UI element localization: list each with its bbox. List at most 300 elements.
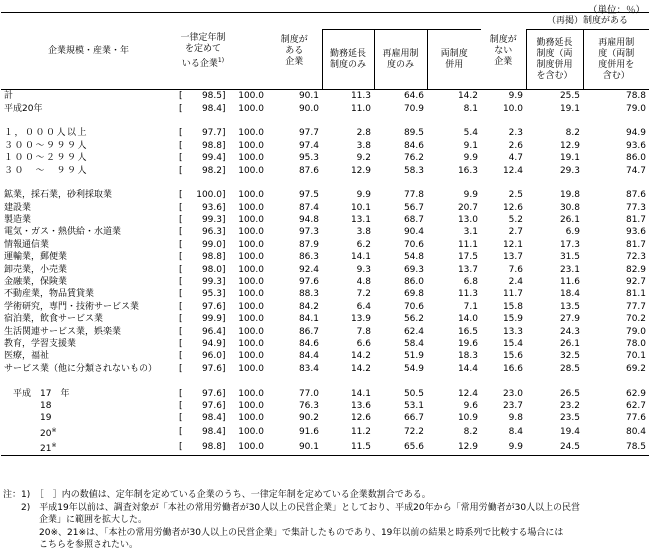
cell-name: 金融業，保険業: [4, 277, 68, 288]
header-category: 企業規模・産業・年: [1, 13, 176, 90]
cell-name: 医療，福祉: [4, 351, 50, 362]
cell-name: 教育，学習支援業: [4, 339, 77, 349]
cell-reemp-incl: 81.7: [625, 239, 647, 250]
cell-uniform: 95.3: [201, 289, 222, 300]
bracket-open: [: [179, 400, 183, 411]
bracket-close: ]: [222, 427, 226, 438]
cell-both: 13.0: [457, 215, 478, 226]
cell-ext-incl: 6.9: [565, 227, 580, 238]
cell-none: 12.6: [502, 202, 523, 213]
cell-name: ３００～９９９人: [4, 140, 89, 151]
cell-has: 84.6: [298, 339, 319, 349]
bracket-close: ]: [222, 400, 226, 411]
cell-has: 87.6: [298, 165, 319, 176]
bracket-open: [: [179, 239, 183, 250]
cell-both: 9.9: [463, 190, 478, 201]
cell-uniform: 96.3: [201, 227, 222, 238]
cell-reemp: 56.7: [403, 202, 424, 213]
bracket-open: [: [179, 215, 183, 226]
cell-total: 100.0: [238, 153, 264, 164]
cell-reemp: 68.7: [403, 215, 424, 226]
header-uniform: 一律定年制 を定めて いる企業$^{1)}$: [176, 13, 230, 90]
cell-has: 94.8: [298, 215, 319, 226]
cell-name: 20※: [13, 426, 57, 439]
cell-uniform: 98.8: [201, 140, 222, 151]
cell-ext-incl: 30.8: [559, 202, 580, 213]
cell-ext-incl: 25.5: [559, 91, 580, 102]
cell-has: 97.4: [298, 140, 319, 151]
cell-reemp: 58.3: [403, 165, 424, 176]
cell-none: 16.6: [502, 363, 523, 374]
cell-none: 11.7: [502, 289, 523, 300]
header-both: 両制度 併用: [427, 30, 481, 90]
table-row: [1, 288, 649, 300]
bracket-open: [: [179, 252, 183, 263]
cell-reemp: 58.4: [403, 339, 424, 349]
cell-ext: 3.8: [356, 140, 371, 151]
cell-uniform: 93.6: [201, 202, 222, 213]
cell-ext: 11.3: [350, 91, 371, 102]
cell-ext-incl: 23.5: [559, 413, 580, 424]
cell-both: 9.9: [463, 153, 478, 164]
note-line: 20※、21※は、「本社の常用労働者が30人以上の民営企業」で集計したものであり、19年以前の結果と時系列で比較する場合には: [3, 527, 564, 538]
cell-total: 100.0: [238, 227, 264, 238]
cell-uniform: 98.4: [201, 103, 222, 114]
cell-name: 平成 17 年: [13, 388, 70, 399]
cell-uniform: 97.6: [201, 388, 222, 399]
cell-reemp-incl: 69.2: [625, 363, 647, 374]
cell-none: 23.7: [502, 400, 523, 411]
table-row: [1, 152, 649, 164]
cell-total: 100.0: [238, 202, 264, 213]
bracket-open: [: [179, 202, 183, 213]
table-row: [1, 127, 649, 139]
bracket-close: ]: [222, 128, 226, 139]
cell-both: 5.4: [463, 128, 478, 139]
cell-both: 6.8: [463, 277, 478, 288]
cell-reemp: 51.9: [403, 351, 424, 362]
cell-reemp: 84.6: [403, 140, 424, 151]
cell-both: 9.1: [463, 140, 478, 151]
cell-reemp: 54.8: [403, 252, 424, 263]
table-row: [1, 202, 649, 214]
cell-reemp-incl: 70.1: [625, 351, 647, 362]
cell-ext: 6.4: [356, 301, 371, 312]
cell-none: 9.9: [508, 91, 523, 102]
cell-ext-incl: 24.3: [559, 326, 580, 337]
header-has-system: 制度が ある 企業: [267, 13, 322, 90]
cell-name: 電気・ガス・熱供給・水道業: [4, 227, 122, 238]
unit-label: （単位：％）: [587, 5, 645, 16]
cell-ext-incl: 26.1: [559, 339, 580, 349]
cell-name: 卸売業，小売業: [4, 264, 68, 275]
cell-name: 18: [13, 400, 52, 411]
cell-ext: 14.2: [350, 363, 371, 374]
table-row: [1, 350, 649, 362]
bracket-close: ]: [222, 165, 226, 176]
cell-reemp-incl: 78.0: [625, 339, 647, 349]
cell-uniform: 98.8: [201, 252, 222, 263]
cell-reemp: 56.2: [403, 314, 424, 325]
table-row: [1, 412, 649, 424]
cell-name: 21※: [1, 440, 176, 456]
cell-both: 8.2: [463, 427, 478, 438]
cell-uniform: 96.0: [201, 351, 222, 362]
cell-has: 97.3: [298, 227, 319, 238]
cell-ext-incl: 17.3: [559, 239, 580, 250]
bracket-open: [: [179, 301, 183, 312]
bracket-close: ]: [222, 239, 226, 250]
cell-name: 計: [4, 91, 14, 102]
cell-reemp-incl: 78.5: [583, 440, 649, 456]
bracket-close: ]: [222, 339, 226, 349]
cell-none: 23.0: [502, 388, 523, 399]
table-row: [1, 363, 649, 375]
table-row: [1, 400, 649, 412]
cell-both: 11.3: [457, 289, 478, 300]
cell-reemp-incl: 80.4: [625, 427, 647, 438]
cell-ext-incl: 24.5: [526, 440, 583, 456]
cell-has: 87.9: [298, 239, 319, 250]
cell-none: 15.4: [502, 339, 523, 349]
cell-has: 97.7: [298, 128, 319, 139]
cell-none: 12.1: [502, 239, 523, 250]
cell-none: 2.3: [508, 128, 523, 139]
cell-none: 2.5: [508, 190, 523, 201]
cell-reemp-incl: 62.9: [625, 388, 647, 399]
bracket-close: ]: [222, 277, 226, 288]
cell-total: 100.0: [238, 140, 264, 151]
cell-name: 生活関連サービス業，娯楽業: [4, 326, 122, 337]
table-row: [1, 263, 649, 275]
cell-name: 運輸業，郵便業: [4, 252, 68, 263]
cell-ext-incl: 18.4: [559, 289, 580, 300]
note-line: 企業」に範囲を拡大した。: [3, 515, 148, 525]
table-body: [1, 90, 649, 456]
cell-ext: 11.5: [322, 440, 374, 456]
bracket-close: ]: [222, 227, 226, 238]
cell-reemp: 50.5: [403, 388, 424, 399]
cell-both: 10.9: [457, 413, 478, 424]
cell-has: 91.6: [298, 427, 319, 438]
cell-ext-incl: 8.2: [565, 128, 580, 139]
cell-reemp-incl: 77.6: [625, 413, 647, 424]
table-row: [1, 313, 649, 325]
cell-reemp-incl: 81.7: [625, 215, 647, 226]
cell-uniform: 99.9: [201, 314, 222, 325]
cell-reemp: 66.7: [403, 413, 424, 424]
cell-reemp-incl: 92.7: [625, 277, 647, 288]
cell-total: 100.0: [238, 388, 264, 399]
cell-reemp-incl: 93.6: [625, 140, 647, 151]
header-reemploy-only: 再雇用制 度のみ: [374, 30, 427, 90]
cell-reemp: 65.6: [374, 440, 427, 456]
cell-reemp-incl: 79.0: [625, 326, 647, 337]
bracket-open: [: [179, 388, 183, 399]
cell-has: 90.0: [298, 103, 319, 114]
header-restate: （再掲）制度がある: [526, 13, 649, 30]
cell-ext: 9.2: [356, 153, 371, 164]
cell-has: 88.3: [298, 289, 319, 300]
table-row: [1, 338, 649, 350]
cell-uniform: 98.4: [201, 413, 222, 424]
header-reemp-incl: 再雇用制 度（両制 度併用を 含む）: [583, 30, 649, 90]
cell-both: 11.1: [457, 239, 478, 250]
cell-both: 12.4: [457, 388, 478, 399]
cell-both: 14.0: [457, 314, 478, 325]
cell-reemp: 76.2: [403, 153, 424, 164]
bracket-close: ]: [222, 314, 226, 325]
bracket-close: ]: [222, 388, 226, 399]
cell-uniform: 94.9: [201, 339, 222, 349]
cell-ext-incl: 29.3: [559, 165, 580, 176]
bracket-close: ]: [222, 202, 226, 213]
header-extension-only: 勤務延長 制度のみ: [322, 30, 374, 90]
cell-none: 7.6: [508, 264, 523, 275]
cell-none: 9.9: [481, 440, 526, 456]
cell-both: 3.1: [463, 227, 478, 238]
bracket-close: ]: [222, 215, 226, 226]
cell-ext: 3.8: [356, 227, 371, 238]
cell-has: 83.4: [298, 363, 319, 374]
cell-ext-incl: 11.6: [559, 277, 580, 288]
cell-ext-incl: 19.8: [559, 190, 580, 201]
cell-none: 4.7: [508, 153, 523, 164]
cell-ext: 13.9: [350, 314, 371, 325]
cell-name: 学術研究，専門・技術サービス業: [4, 301, 140, 312]
cell-total: 100.0: [238, 289, 264, 300]
cell-none: 5.2: [508, 215, 523, 226]
bracket-close: ]: [222, 103, 226, 114]
cell-uniform: 97.6: [201, 400, 222, 411]
cell-has: 97.5: [298, 190, 319, 201]
bracket-open: [: [179, 427, 183, 438]
cell-reemp-incl: 72.3: [625, 252, 647, 263]
cell-reemp-incl: 79.0: [625, 103, 647, 114]
cell-has: 77.0: [298, 388, 319, 399]
cell-both: 17.5: [457, 252, 478, 263]
table-row: [1, 102, 649, 114]
cell-reemp: 77.8: [403, 190, 424, 201]
cell-ext: 13.6: [350, 400, 371, 411]
bracket-close: ]: [222, 264, 226, 275]
note-line: 注：1) ［ ］内の数値は、定年制を定めている企業のうち、一律定年制を定めている企業数割合である。: [3, 490, 431, 500]
cell-reemp-incl: 77.3: [625, 202, 647, 213]
cell-has: 97.6: [298, 277, 319, 288]
cell-uniform: 100.0: [196, 190, 222, 201]
cell-has: 86.3: [298, 252, 319, 263]
bracket-open: [: [179, 165, 183, 176]
table-row: [1, 251, 649, 263]
cell-name: 平成20年: [4, 103, 43, 114]
cell-uniform: 98.0: [201, 264, 222, 275]
bracket-open: [: [179, 103, 183, 114]
cell-none: 2.6: [508, 140, 523, 151]
bracket-open: [: [179, 289, 183, 300]
cell-total: 100.0: [238, 277, 264, 288]
table-row: [1, 440, 649, 456]
cell-none: 9.8: [508, 413, 523, 424]
cell-total: 100.0: [238, 91, 264, 102]
cell-both: 8.1: [463, 103, 478, 114]
cell-ext-incl: 31.5: [559, 252, 580, 263]
cell-name: 建設業: [4, 202, 32, 213]
cell-uniform: 98.4: [201, 427, 222, 438]
cell-total: 100.0: [238, 301, 264, 312]
cell-none: 2.4: [508, 277, 523, 288]
cell-none: 2.7: [508, 227, 523, 238]
bracket-close: ]: [222, 351, 226, 362]
cell-ext-incl: 26.5: [559, 388, 580, 399]
bracket-open: [: [179, 314, 183, 325]
cell-none: 10.0: [502, 103, 523, 114]
cell-ext: 7.2: [356, 289, 371, 300]
cell-has: 87.4: [298, 202, 319, 213]
cell-has: 90.1: [267, 440, 322, 456]
cell-name: １００～２９９人: [4, 153, 89, 164]
cell-none: 15.6: [502, 351, 523, 362]
cell-both: 16.5: [457, 326, 478, 337]
bracket-open: [: [179, 140, 183, 151]
cell-has: 76.3: [298, 400, 319, 411]
cell-uniform: 97.7: [201, 128, 222, 139]
cell-uniform: 99.3: [201, 277, 222, 288]
table-row: [1, 90, 649, 103]
table-row: [1, 189, 649, 201]
bracket-open: [: [179, 227, 183, 238]
cell-ext-incl: 19.1: [559, 103, 580, 114]
cell-none: 15.9: [502, 314, 523, 325]
cell-total: 100.0: [238, 351, 264, 362]
cell-reemp: 69.8: [403, 289, 424, 300]
cell-total: 100.0: [238, 215, 264, 226]
cell-has: 92.4: [298, 264, 319, 275]
cell-name: 宿泊業，飲食サービス業: [4, 314, 104, 325]
bracket-open: [: [179, 190, 183, 201]
cell-has: 95.3: [298, 153, 319, 164]
cell-both: 14.4: [457, 363, 478, 374]
cell-name: 不動産業，物品賃貸業: [4, 289, 95, 300]
cell-total: 100.0: [238, 326, 264, 337]
bracket-close: ]: [222, 153, 226, 164]
cell-reemp-incl: 82.9: [625, 264, 647, 275]
cell-reemp: 70.6: [403, 301, 424, 312]
cell-ext: 12.9: [350, 165, 371, 176]
cell-none: 13.7: [502, 252, 523, 263]
cell-reemp-incl: 74.7: [625, 165, 647, 176]
cell-both: 20.7: [457, 202, 478, 213]
cell-ext: 2.8: [356, 128, 371, 139]
cell-both: 18.3: [457, 351, 478, 362]
bracket-open: [: [179, 363, 183, 374]
cell-ext: 9.3: [356, 264, 371, 275]
cell-uniform: 99.4: [201, 153, 222, 164]
table-row: [1, 214, 649, 226]
cell-both: 16.3: [457, 165, 478, 176]
cell-uniform: 99.0: [201, 239, 222, 250]
cell-uniform: 98.8: [190, 440, 222, 456]
cell-ext: 13.1: [350, 215, 371, 226]
cell-mark: ※: [51, 426, 57, 434]
cell-name: 情報通信業: [4, 239, 50, 250]
cell-reemp: 72.2: [403, 427, 424, 438]
cell-reemp-incl: 81.1: [625, 289, 647, 300]
cell-total: 100.0: [238, 400, 264, 411]
table-row: [1, 140, 649, 152]
bracket-open: [: [179, 326, 183, 337]
cell-reemp: 64.6: [403, 91, 424, 102]
cell-uniform: 98.5: [201, 91, 222, 102]
cell-ext-incl: 13.5: [559, 301, 580, 312]
table-row: [1, 239, 649, 251]
cell-reemp-incl: 86.0: [625, 153, 647, 164]
cell-name: 製造業: [4, 215, 32, 226]
cell-reemp: 86.0: [403, 277, 424, 288]
cell-uniform: 96.4: [201, 326, 222, 337]
cell-total: 100.0: [238, 427, 264, 438]
bracket-close: ]: [222, 252, 226, 263]
cell-total: 100.0: [230, 440, 267, 456]
cell-ext-incl: 27.9: [559, 314, 580, 325]
header-no-system: 制度が ない 企業: [481, 13, 526, 90]
cell-reemp-incl: 93.6: [625, 227, 647, 238]
header-ext-incl: 勤務延長 制度（両 制度併用 を含む）: [526, 30, 583, 90]
cell-uniform: 97.6: [201, 301, 222, 312]
cell-mark: ※: [51, 441, 57, 449]
cell-has: 84.2: [298, 301, 319, 312]
cell-ext-incl: 12.9: [559, 140, 580, 151]
cell-ext-incl: 28.5: [559, 363, 580, 374]
cell-ext: 11.2: [350, 427, 371, 438]
table-row: [1, 425, 649, 440]
cell-total: 100.0: [238, 363, 264, 374]
cell-ext: 6.2: [356, 239, 371, 250]
cell-total: 100.0: [238, 165, 264, 176]
cell-total: 100.0: [238, 339, 264, 349]
cell-reemp-incl: 62.7: [625, 400, 647, 411]
table-row: [1, 164, 649, 176]
cell-both: 19.6: [457, 339, 478, 349]
cell-reemp-incl: 87.6: [625, 190, 647, 201]
retirement-table: [1, 12, 649, 456]
cell-ext-incl: 19.4: [559, 427, 580, 438]
header-total: [230, 13, 267, 90]
cell-both: 13.7: [457, 264, 478, 275]
cell-total: 100.0: [238, 314, 264, 325]
cell-has: 90.1: [298, 91, 319, 102]
cell-reemp: 54.9: [403, 363, 424, 374]
cell-uniform: 97.6: [201, 363, 222, 374]
cell-total: 100.0: [238, 239, 264, 250]
cell-ext: 14.1: [350, 388, 371, 399]
cell-reemp-incl: 94.9: [625, 128, 647, 139]
bracket-open: [: [179, 339, 183, 349]
cell-none: 13.3: [502, 326, 523, 337]
cell-reemp: 53.1: [403, 400, 424, 411]
bracket-close: ]: [222, 413, 226, 424]
bracket-open: [: [179, 264, 183, 275]
notes: [3, 489, 580, 552]
cell-reemp: 62.4: [403, 326, 424, 337]
cell-ext: 7.8: [356, 326, 371, 337]
bracket-open: [: [179, 277, 183, 288]
cell-reemp-incl: 77.7: [625, 301, 647, 312]
cell-ext: 4.8: [356, 277, 371, 288]
bracket-close: ]: [222, 140, 226, 151]
cell-total: 100.0: [238, 128, 264, 139]
bracket-open: [: [179, 153, 183, 164]
table-row: [1, 325, 649, 337]
